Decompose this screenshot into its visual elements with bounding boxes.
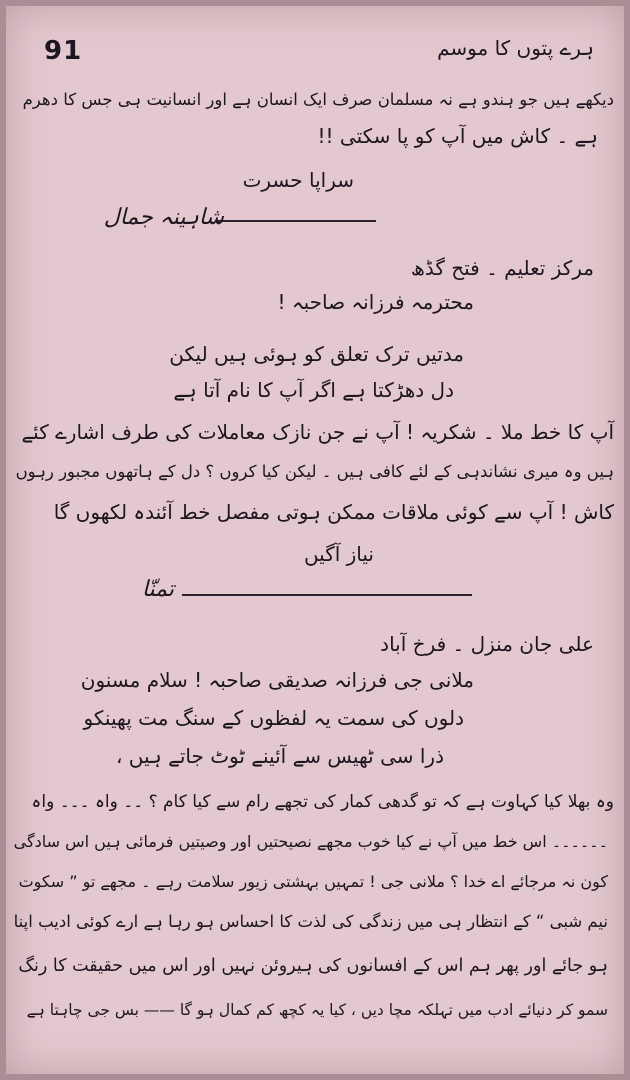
page-number: 91: [44, 36, 83, 66]
book-page: [6, 6, 624, 1074]
verse-line: دلوں کی سمت یہ لفظوں کے سنگ مت پھینکو: [83, 706, 464, 730]
body-line: نیم شبی “ کے انتظار ہی میں زندگی کی لذت کا احساس ہو رہا ہے ارے کوئی ادیب اپنا: [13, 912, 608, 931]
body-line: ۔۔۔۔۔۔ اس خط میں آپ نے کیا خوب مجھے نصیحتیں اور وصیتیں فرمائی ہیں اس سادگی: [13, 832, 608, 851]
body-line: ہو جائے اور پھر ہم اس کے افسانوں کی ہیروئن نہیں اور اس میں حقیقت کا رنگ: [18, 956, 608, 976]
letter-closing: نیاز آگیں: [303, 542, 374, 566]
signature-rule: [182, 594, 472, 596]
signature: تمنّا: [141, 577, 174, 602]
letter-salutation: ملانی جی فرزانہ صدیقی صاحبہ ! سلام مسنون: [80, 668, 474, 692]
body-line: آپ کا خط ملا ۔ شکریہ ! آپ نے جن نازک معاملات کی طرف اشارے کئے: [21, 420, 614, 444]
body-line: کون نہ مرجائے اے خدا ؟ ملانی جی ! تمہیں بہشتی زیور سلامت رہے ۔ مجھے تو ” سکوت: [18, 872, 608, 891]
signature-rule: [216, 220, 376, 222]
body-line: کاش ! آپ سے کوئی ملاقات ممکن ہوتی مفصل خط آئندہ لکھوں گا: [53, 500, 614, 524]
running-title: ہرے پتوں کا موسم: [437, 36, 594, 60]
signature: شاہینہ جمال: [103, 205, 224, 230]
body-line: سمو کر دنیائے ادب میں تہلکہ مچا دیں ، کیا یہ کچھ کم کمال ہو گا —— بس جی چاہتا ہے: [26, 1001, 608, 1019]
letter-address: علی جان منزل ۔ فرخ آباد: [380, 632, 594, 656]
body-line: ہے ۔ کاش میں آپ کو پا سکتی !!: [317, 124, 598, 148]
body-line: ہیں وہ میری نشاندہی کے لئے کافی ہیں ۔ لیکن کیا کروں ؟ دل کے ہاتھوں مجبور رہوں: [15, 462, 614, 481]
letter-salutation: محترمہ فرزانہ صاحبہ !: [277, 290, 474, 314]
body-line: وہ بھلا کیا کہاوت ہے کہ تو گدھی کمار کی تجھے رام سے کیا کام ؟ ۔۔ واہ ۔۔۔ واہ: [31, 792, 614, 812]
verse-line: مدتیں ترک تعلق کو ہوئی ہیں لیکن: [169, 342, 464, 366]
body-line: دیکھے ہیں جو ہندو ہے نہ مسلمان صرف ایک انسان ہے اور انسانیت ہی جس کا دھرم: [22, 90, 614, 109]
verse-line: دل دھڑکتا ہے اگر آپ کا نام آتا ہے: [173, 378, 454, 402]
verse-line: ذرا سی ٹھیس سے آئینے ٹوٹ جاتے ہیں ،: [115, 744, 444, 768]
letter-address: مرکز تعلیم ۔ فتح گڈھ: [410, 256, 594, 280]
letter-closing: سراپا حسرت: [242, 168, 354, 192]
